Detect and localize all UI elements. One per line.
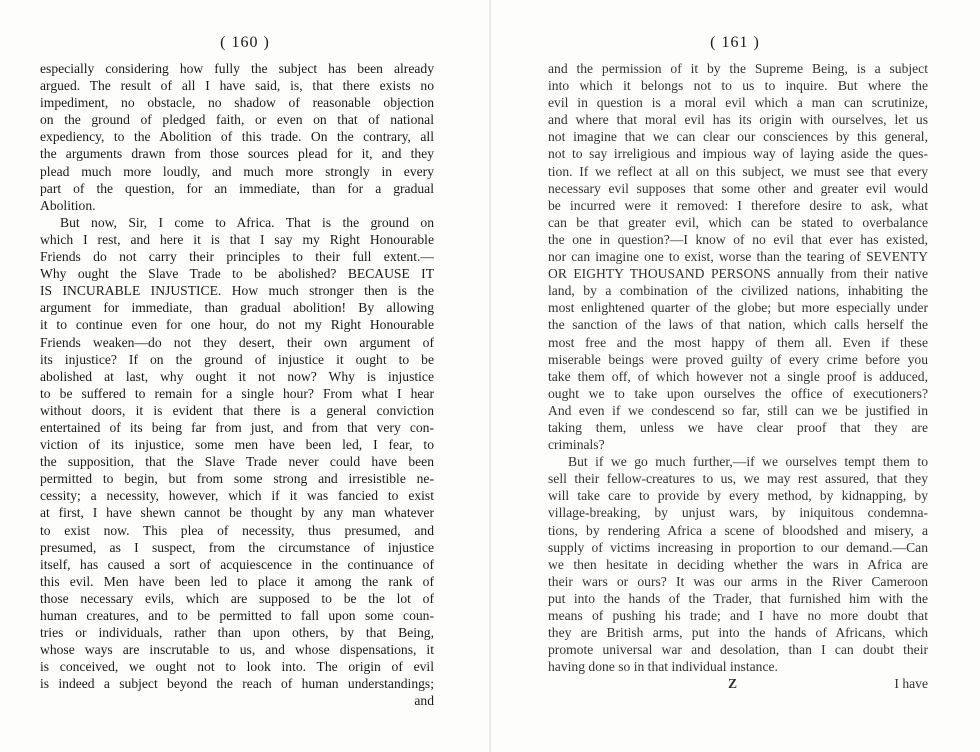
text-line: especially considering how fully the subject has been already	[40, 61, 434, 76]
text-line: and the permission of it by the Supreme Being, is a subject	[548, 61, 928, 76]
text-line: supply of victims increasing in proportion to our demand.—Can	[548, 539, 928, 555]
text-line: the sanction of the laws of that nation, which calls herself the	[548, 317, 928, 333]
text-line: is indeed a subject beyond the reach of human understandings;	[40, 676, 434, 692]
text-line: plead much more loudly, and much more strongly in every	[40, 163, 434, 179]
signature-mark: Z	[728, 676, 738, 692]
text-line: village-breaking, by unjust wars, by iniquitous condemna-	[548, 505, 928, 521]
text-line: But if we go much further,—if we ourselves tempt them to	[568, 454, 928, 470]
text-line: its injustice? If on the ground of injustice it ought to be	[40, 351, 434, 367]
text-line: we then hesitate in deciding whether the wars in Africa are	[548, 556, 928, 572]
text-line: ought we to take upon ourselves the office of executioners?	[548, 385, 928, 401]
text-line: those necessary evils, which are supposed to be the lot of	[40, 590, 434, 606]
left-page-number: ( 160 )	[220, 34, 270, 51]
text-line: is conceived, we ought not to look into. The origin of evil	[40, 659, 434, 675]
catchword: I have	[894, 676, 928, 692]
text-line: necessary evil supposes that some other and greater evil would	[548, 180, 928, 196]
text-line: promote universal war and desolation, than I can doubt their	[548, 642, 928, 658]
text-line: IS INCURABLE INJUSTICE. How much stronger then is the	[40, 283, 434, 299]
text-line: take them off, of which however not a single proof is adduced,	[548, 368, 928, 384]
text-line: tries or individuals, rather than upon others, by that Being,	[40, 625, 434, 641]
text-line: the arguments drawn from those sources plead for it, and they	[40, 146, 434, 162]
text-line: be incurred were it removed: I therefore desire to ask, what	[548, 197, 928, 213]
text-line: expediency, to the Abolition of this trade. On the contrary, all	[40, 129, 434, 145]
text-line: most enlightened quarter of the globe; but more especially under	[548, 300, 928, 316]
text-line: not imagine that we can clear our consciences by this general,	[548, 129, 928, 145]
left-page-text	[40, 60, 434, 710]
text-line: nor can imagine one to exist, worse than the tearing of SEVENTY	[548, 249, 928, 265]
text-line: miserable beings were proved guilty of every crime before you	[548, 351, 928, 367]
text-line: most free and the most happy of them all. Even if these	[548, 334, 928, 350]
text-line: will take care to provide by every method, by kidnapping, by	[548, 488, 928, 504]
text-line: into which it belongs not to us to inquire. But where the	[548, 78, 928, 94]
text-line: human creatures, and to be permitted to fall upon some coun-	[40, 608, 434, 623]
text-line: tion. If we reflect at all on this subject, we must see that every	[548, 163, 928, 179]
text-line: whose ways are inscrutable to us, and whose dispensations, it	[40, 642, 434, 658]
text-line: Friends weaken—do not they desert, their own argument of	[40, 334, 434, 350]
text-line: OR EIGHTY THOUSAND PERSONS annually from their native	[548, 266, 928, 282]
text-line: on the ground of pledged faith, or even on that of national	[40, 112, 434, 128]
text-line: at first, I have shewn cannot be thought by any man whatever	[40, 505, 434, 521]
text-line: to be suffered to remain for a single hour? From what I hear	[40, 385, 434, 401]
text-line: But now, Sir, I come to Africa. That is the ground on	[60, 214, 434, 230]
text-line: without doors, it is evident that there is a general conviction	[40, 402, 434, 418]
text-line: evil in question is a moral evil which a man can scrutinize,	[548, 95, 928, 111]
right-page-number: ( 161 )	[710, 34, 760, 51]
text-line: it to continue even for one hour, do not my Right Honourable	[40, 317, 434, 333]
text-line: And even if we condescend so far, still can we be justified in	[548, 402, 928, 418]
text-line: abolished at last, why ought it not now? Why is injustice	[40, 368, 434, 384]
text-line: cessity; a necessity, however, which if it was fancied to exist	[40, 488, 434, 504]
text-line: permitted to begin, but from some strong and irresistible ne-	[40, 471, 434, 487]
text-line: itself, has caused a sort of acquiescence in the continuance of	[40, 556, 434, 572]
text-line: this evil. Men have been led to place it among the rank of	[40, 573, 434, 589]
text-line: tions, by rendering Africa a scene of bloodshed and misery, a	[548, 522, 928, 538]
text-line: Why ought the Slave Trade to be abolished? BECAUSE IT	[40, 266, 434, 282]
text-line: to exist now. This plea of necessity, thus presumed, and	[40, 522, 434, 538]
text-line: entertained of its being far from just, and from that very con-	[40, 419, 434, 435]
text-line: put into the hands of the Trader, that furnished him with the	[548, 590, 928, 606]
text-line: Friends do not carry their principles to their full extent.—	[40, 249, 434, 265]
text-line: not to say irreligious and impious way of laying aside the ques-	[548, 146, 928, 162]
text-line: argument for immediate, than gradual abolition! By allowing	[40, 300, 434, 316]
text-line: Abolition.	[40, 197, 96, 213]
text-line: presumed, as I suspect, from the circumstance of injustice	[40, 539, 434, 555]
footer-line	[548, 675, 928, 692]
text-line: can be that greater evil, which can be stated to overbalance	[548, 214, 928, 230]
text-line: means of pushing his trade; and I have no more doubt that	[548, 608, 928, 623]
text-line: having done so in that individual instance.	[548, 659, 778, 675]
right-page	[490, 0, 980, 752]
text-line: criminals?	[548, 437, 605, 453]
text-line: impediment, no obstacle, no shadow of reasonable objection	[40, 95, 434, 111]
text-line: the one in question?—I know of no evil that ever has existed,	[548, 231, 928, 247]
text-line: the supposition, that the Slave Trade never could have been	[40, 454, 434, 470]
text-line: they are British arms, put into the hands of Africans, which	[548, 625, 928, 641]
catchword: and	[414, 693, 434, 709]
text-line: and where that moral evil has its origin with ourselves, let us	[548, 112, 928, 128]
text-line: their wars or ours? It was our arms in the River Cameroon	[548, 573, 928, 589]
text-line: viction of its injustice, some men have been led, I fear, to	[40, 437, 434, 453]
text-line: taking them, unless we have clear proof that they are	[548, 419, 928, 435]
right-page-text	[548, 60, 928, 692]
text-line: land, by a combination of the civilized nations, inhabiting the	[548, 283, 928, 299]
text-line: part of the question, for an immediate, than for a gradual	[40, 180, 434, 196]
text-line: sell their fellow-creatures to us, we may rest assured, that they	[548, 471, 928, 487]
text-line: argued. The result of all I have said, is, that there exists no	[40, 78, 434, 94]
text-line: which I rest, and here it is that I say my Right Honourable	[40, 231, 434, 247]
